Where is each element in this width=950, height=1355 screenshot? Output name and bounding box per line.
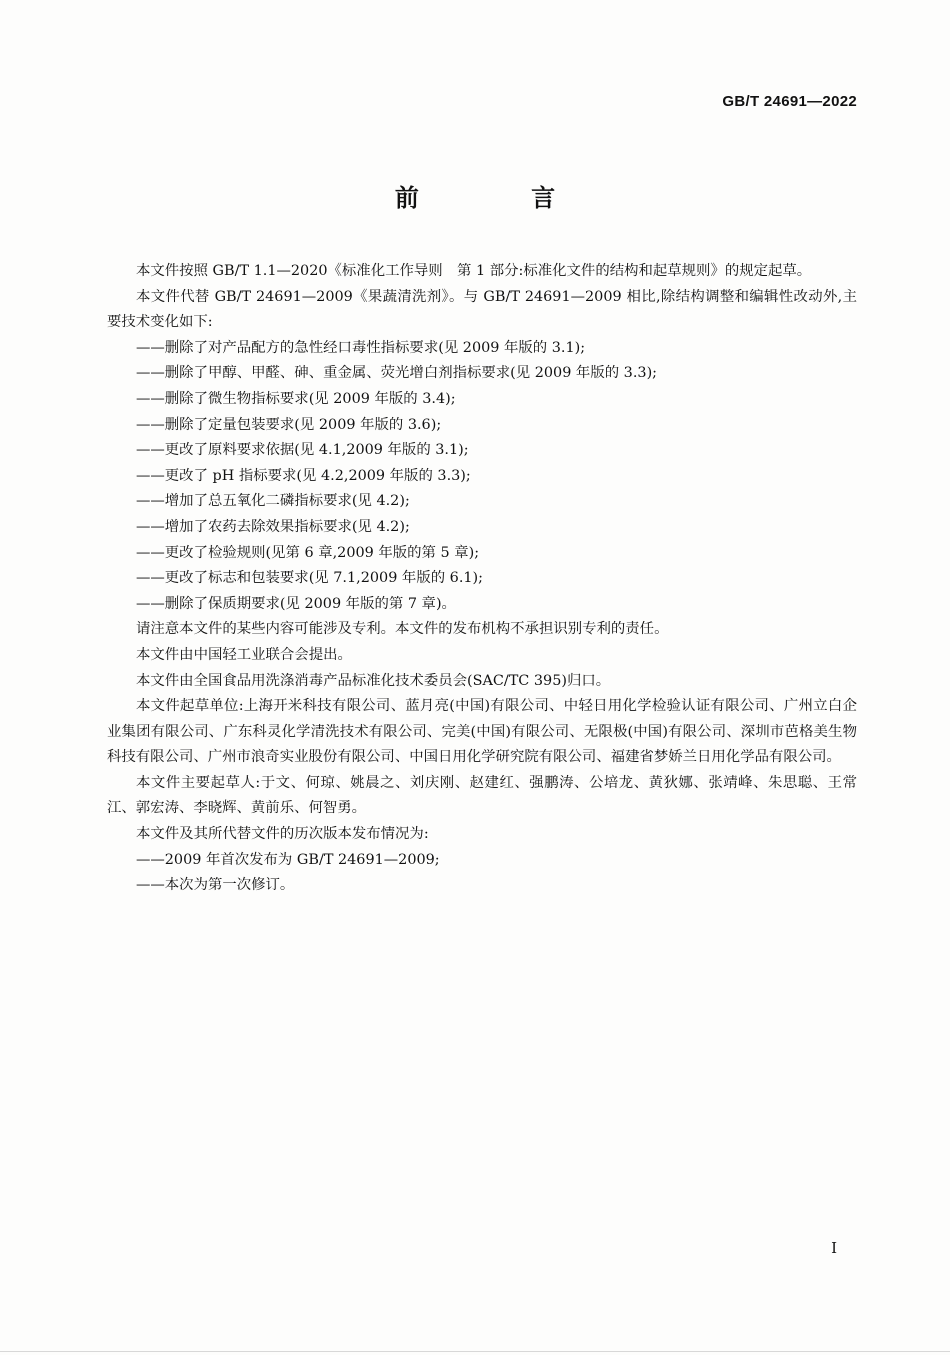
change-item: ——删除了对产品配方的急性经口毒性指标要求(见 2009 年版的 3.1); xyxy=(136,339,586,356)
intro-paragraph: 本文件按照 GB/T 1.1—2020《标准化工作导则 第 1 部分:标准化文件的结构和起草规则》的规定起草。 xyxy=(136,263,812,279)
standard-code: GB/T 24691—2022 xyxy=(722,93,857,110)
drafting-organizations: 本文件起草单位:上海开米科技有限公司、蓝月亮(中国)有限公司、中轻日用化学检验认证有限公司、广州立白企业集团有限公司、广东科灵化学清洗技术有限公司、完美(中国)有限公司、无限极(中国)有限公司、深圳市芭格美生物科技有限公司、广州市浪奇实业股份有限公司、中国日用化学研究院有限公司、福建省梦娇兰日用化学品有限公司。 xyxy=(107,698,857,766)
intro-paragraph: 本文件代替 GB/T 24691—2009《果蔬清洗剂》。与 GB/T 24691—2009 相比,除结构调整和编辑性改动外,主要技术变化如下: xyxy=(107,288,857,331)
change-item: ——更改了 pH 指标要求(见 4.2,2009 年版的 3.3); xyxy=(136,467,471,484)
change-item: ——删除了甲醇、甲醛、砷、重金属、荧光增白剂指标要求(见 2009 年版的 3.3); xyxy=(136,365,658,382)
change-item: ——删除了微生物指标要求(见 2009 年版的 3.4); xyxy=(136,390,456,407)
change-item: ——更改了原料要求依据(见 4.1,2009 年版的 3.1); xyxy=(136,442,469,459)
page-number: I xyxy=(831,1239,837,1257)
version-history-list xyxy=(107,848,857,899)
change-item: ——删除了定量包装要求(见 2009 年版的 3.6); xyxy=(136,416,442,433)
change-list xyxy=(107,336,857,618)
proposer-statement: 本文件由中国轻工业联合会提出。 xyxy=(136,646,352,663)
history-item: ——2009 年首次发布为 GB/T 24691—2009; xyxy=(136,851,440,868)
change-item: ——更改了标志和包装要求(见 7.1,2009 年版的 6.1); xyxy=(136,570,484,587)
version-history-intro: 本文件及其所代替文件的历次版本发布情况为: xyxy=(136,826,429,843)
history-item: ——本次为第一次修订。 xyxy=(136,877,295,894)
change-item: ——增加了总五氧化二磷指标要求(见 4.2); xyxy=(136,493,410,510)
change-item: ——增加了农药去除效果指标要求(见 4.2); xyxy=(136,518,410,535)
change-item: ——删除了保质期要求(见 2009 年版的第 7 章)。 xyxy=(136,595,456,612)
document-body xyxy=(107,259,857,899)
page-title: 前 言 xyxy=(394,184,608,212)
page-edge-divider xyxy=(0,1351,950,1352)
change-item: ——更改了检验规则(见第 6 章,2009 年版的第 5 章); xyxy=(136,544,480,561)
committee-statement: 本文件由全国食品用洗涤消毒产品标准化技术委员会(SAC/TC 395)归口。 xyxy=(136,672,611,689)
patent-notice: 请注意本文件的某些内容可能涉及专利。本文件的发布机构不承担识别专利的责任。 xyxy=(136,621,669,638)
drafters: 本文件主要起草人:于文、何琼、姚晨之、刘庆刚、赵建红、强鹏涛、公培龙、黄狄娜、张靖峰、朱思聪、王常江、郭宏涛、李晓辉、黄前乐、何智勇。 xyxy=(107,774,857,817)
